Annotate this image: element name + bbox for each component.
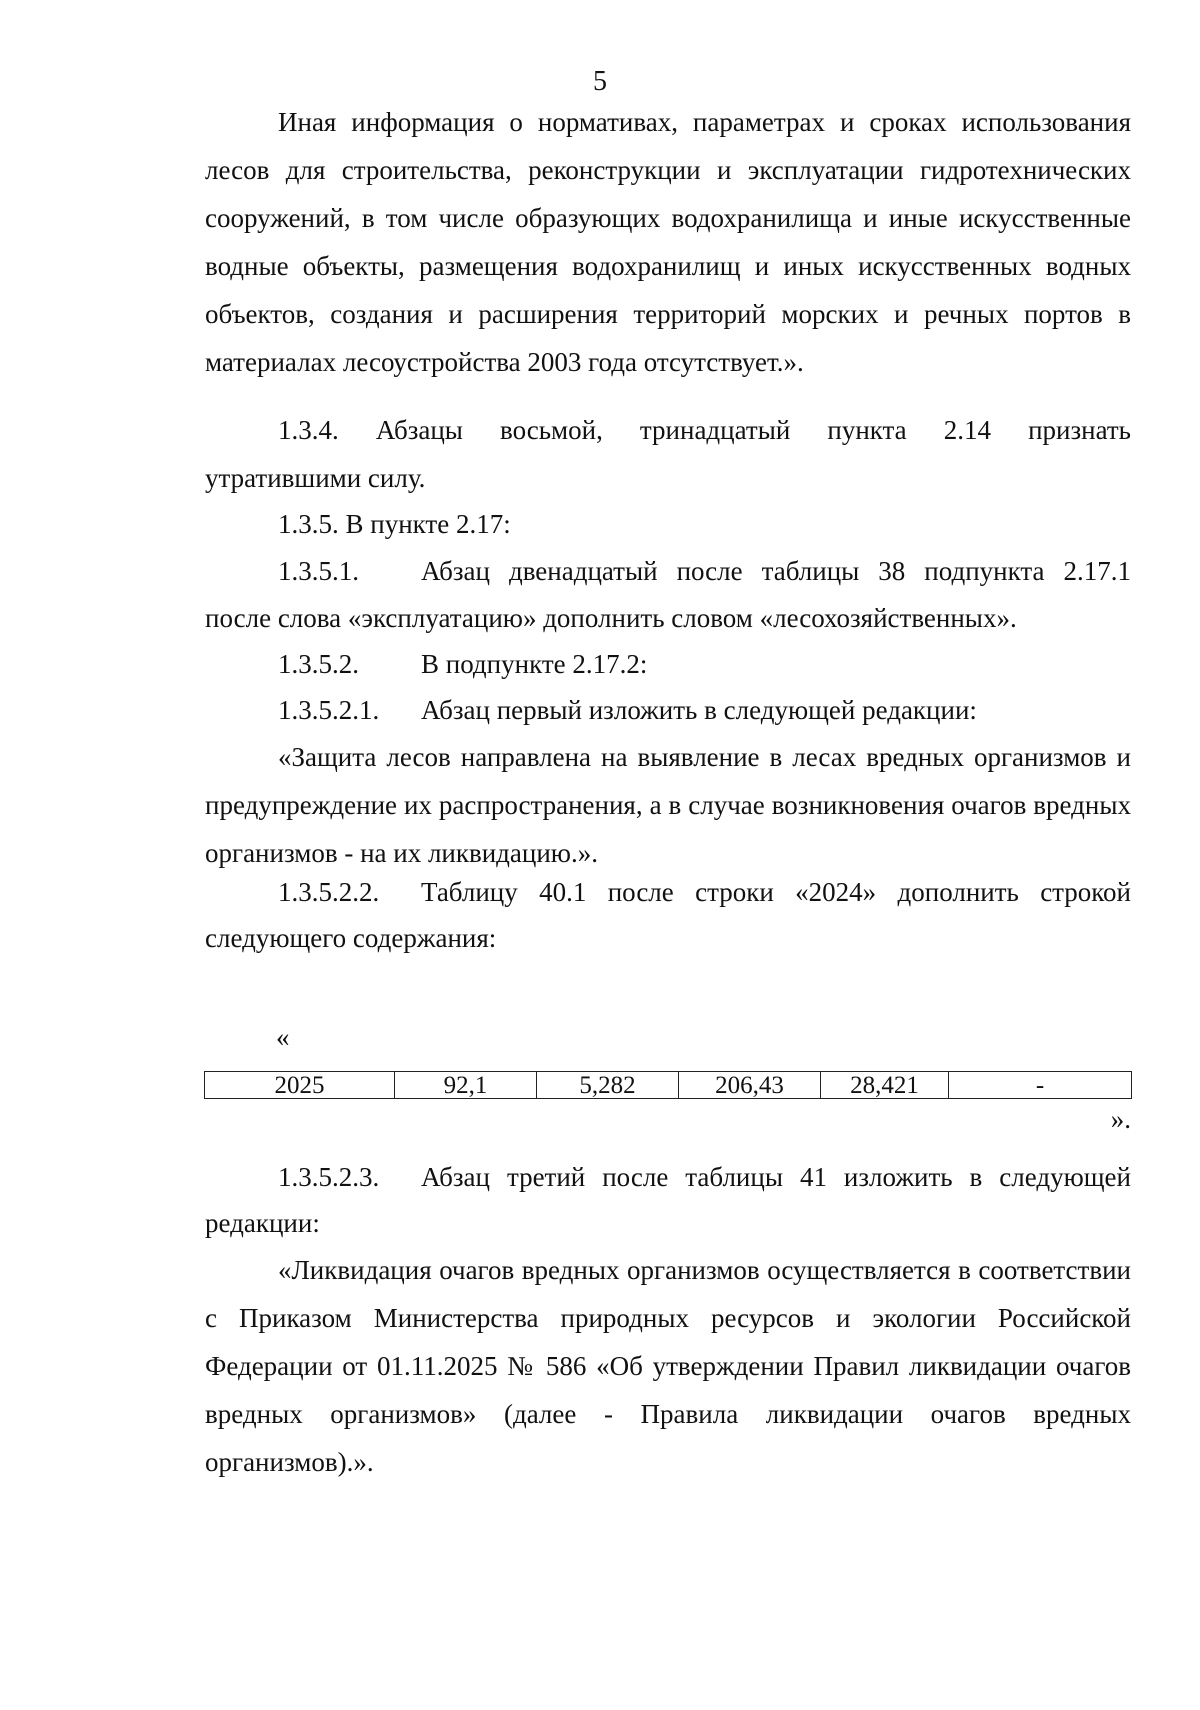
paragraph-1-3-4-line1: 1.3.4. Абзацы восьмой, тринадцатый пункта 2.14 признать: [278, 406, 1131, 454]
table-cell: 92,1: [395, 1072, 537, 1099]
table-cell-year: 2025: [205, 1072, 395, 1099]
paragraph-1-3-5-2-2-line1: 1.3.5.2.2. Таблицу 40.1 после строки «2024» дополнить строкой: [278, 868, 1131, 916]
table-cell: 5,282: [537, 1072, 679, 1099]
paragraph-1-3-5-2-3-line1: 1.3.5.2.3. Абзац третий после таблицы 41 изложить в следующей: [278, 1153, 1131, 1201]
paragraph-info: Иная информация о нормативах, параметрах и сроках использования лесов для строительства, реконструкции и эксплуатации гидротехнических сооружений, в том числе образующих водохранилища и иные искусственные водные объекты, размещения водохранилищ и иных искусственных водных объектов, создания и расширения территорий морских и речных портов в материалах лесоустройства 2003 года отсутствует.».: [205, 107, 1131, 377]
table-cell: 206,43: [679, 1072, 821, 1099]
table-opening-quote: «: [276, 1022, 290, 1052]
table-closing-quote: ».: [1110, 1104, 1131, 1134]
clause-number: 1.3.4.: [278, 415, 339, 445]
paragraph-1-3-5-1-line2: после слова «эксплуатацию» дополнить словом «лесохозяйственных».: [205, 603, 1017, 633]
clause-number: 1.3.5.1.: [278, 556, 359, 586]
clause-number: 1.3.5.2.1.: [278, 695, 380, 725]
clause-number: 1.3.5.2.: [278, 649, 359, 679]
paragraph-1-3-5-2-2-line2: следующего содержания:: [205, 923, 497, 953]
clause-number: 1.3.5.2.2.: [278, 877, 380, 907]
table-cell: -: [949, 1072, 1132, 1099]
quote-forest-protection: «Защита лесов направлена на выявление в лесах вредных организмов и предупреждение их распространения, а в случае возникновения очагов вредных организмов - на их ликвидацию.».: [205, 742, 1131, 868]
inserted-table-row: [204, 1071, 1132, 1099]
paragraph-1-3-4-line2: утратившими силу.: [205, 463, 426, 493]
paragraph-1-3-5-1-line1: 1.3.5.1. Абзац двенадцатый после таблицы 38 подпункта 2.17.1: [278, 547, 1131, 595]
table-row: [205, 1072, 1132, 1099]
paragraph-1-3-5-2-1: 1.3.5.2.1. Абзац первый изложить в следующей редакции:: [278, 686, 1131, 734]
table-cell: 28,421: [821, 1072, 949, 1099]
paragraph-1-3-5-2: 1.3.5.2. В подпункте 2.17.2:: [278, 640, 1131, 688]
clause-number: 1.3.5.2.3.: [278, 1162, 380, 1192]
page-number: 5: [593, 66, 607, 97]
paragraph-1-3-5: 1.3.5. В пункте 2.17:: [278, 509, 511, 539]
quote-pest-liquidation: «Ликвидация очагов вредных организмов осуществляется в соответствии с Приказом Министерства природных ресурсов и экологии Российской Федерации от 01.11.2025 № 586 «Об утверждении Правил ликвидации очагов вредных организмов» (далее - Правила ликвидации очагов вредных организмов).».: [205, 1255, 1131, 1477]
paragraph-1-3-5-2-3-line2: редакции:: [205, 1208, 320, 1238]
